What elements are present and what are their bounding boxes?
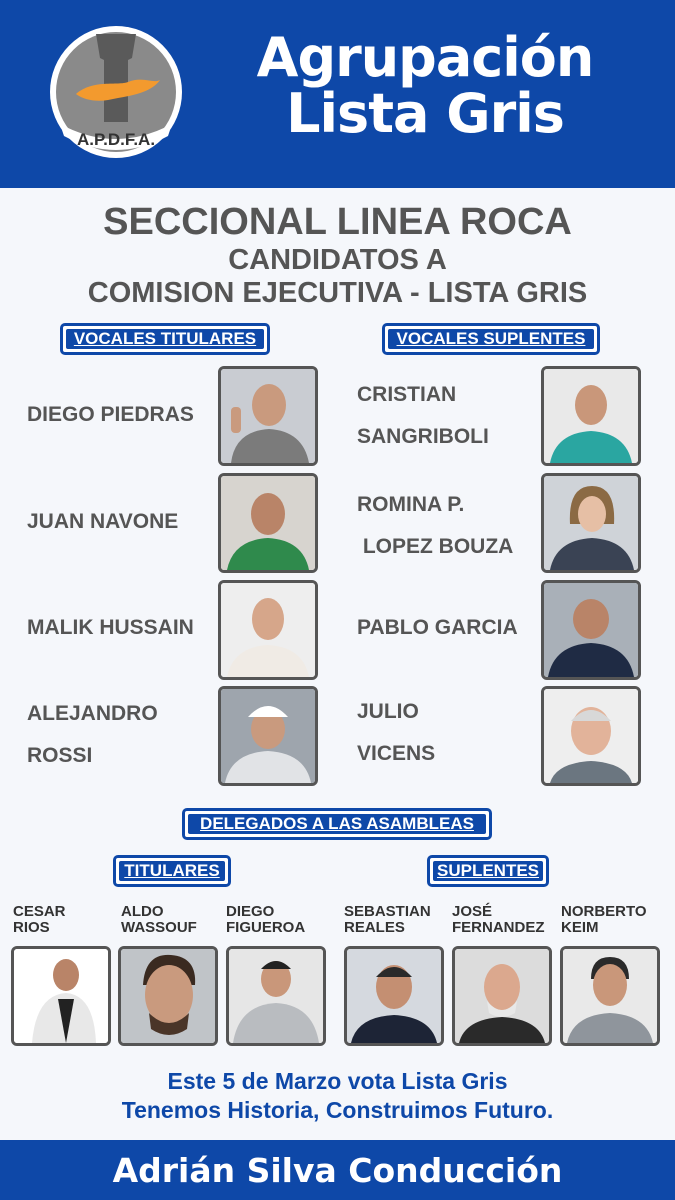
candidate-photo — [541, 580, 641, 680]
delegate-name: JOSÉ FERNANDEZ — [452, 903, 545, 936]
vocales-titulares-label: VOCALES TITULARES — [60, 323, 270, 355]
section-subtitle-2: COMISION EJECUTIVA - LISTA GRIS — [87, 277, 588, 309]
slogan-line1: Este 5 de Marzo vota Lista Gris — [167, 1068, 508, 1094]
candidate-photo — [541, 366, 641, 466]
header-title-line2: Lista Gris — [286, 82, 564, 145]
delegate-photo — [452, 946, 552, 1046]
section-title: SECCIONAL LINEA ROCA — [103, 201, 572, 243]
candidate-photo — [218, 686, 318, 786]
candidate-photo — [541, 686, 641, 786]
candidate-photo — [218, 580, 318, 680]
header-title — [200, 26, 650, 145]
delegate-photo — [11, 946, 111, 1046]
candidate-photo — [541, 473, 641, 573]
delegate-name: DIEGO FIGUEROA — [226, 903, 306, 936]
footer-text: Adrián Silva Conducción — [112, 1150, 563, 1190]
candidate-name: PABLO GARCIA — [357, 616, 518, 639]
header-title-line1: Agrupación — [256, 26, 594, 89]
candidate-name: ROMINA P. LOPEZ BOUZA — [357, 493, 514, 558]
delegate-name: CESAR RIOS — [13, 903, 66, 936]
delegate-name: NORBERTO KEIM — [561, 903, 647, 936]
header-banner — [0, 0, 675, 188]
candidate-photo — [218, 473, 318, 573]
delegate-name: SEBASTIAN REALES — [344, 903, 431, 936]
candidate-name: CRISTIAN SANGRIBOLI — [357, 383, 489, 448]
delegate-photo — [344, 946, 444, 1046]
candidate-name: ALEJANDRO ROSSI — [27, 702, 158, 767]
delegados-label: DELEGADOS A LAS ASAMBLEAS — [182, 808, 492, 840]
candidate-name: JULIO VICENS — [357, 700, 436, 765]
delegate-name: ALDO WASSOUF — [121, 903, 197, 936]
footer-banner — [0, 1140, 675, 1200]
logo-text: A.P.D.F.A. — [76, 130, 156, 149]
candidate-name: DIEGO PIEDRAS — [27, 403, 194, 426]
section-subtitle-1: CANDIDATOS A — [228, 244, 447, 276]
slogan-line2: Tenemos Historia, Construimos Futuro. — [121, 1097, 554, 1123]
delegate-photo — [560, 946, 660, 1046]
delegados-suplentes-label: SUPLENTES — [427, 855, 549, 887]
delegados-titulares-label: TITULARES — [113, 855, 231, 887]
candidate-name: JUAN NAVONE — [27, 510, 179, 533]
vocales-suplentes-label: VOCALES SUPLENTES — [382, 323, 600, 355]
candidate-photo — [218, 366, 318, 466]
delegate-photo — [118, 946, 218, 1046]
delegate-photo — [226, 946, 326, 1046]
apdfa-logo — [48, 24, 184, 160]
candidate-name: MALIK HUSSAIN — [27, 616, 194, 639]
